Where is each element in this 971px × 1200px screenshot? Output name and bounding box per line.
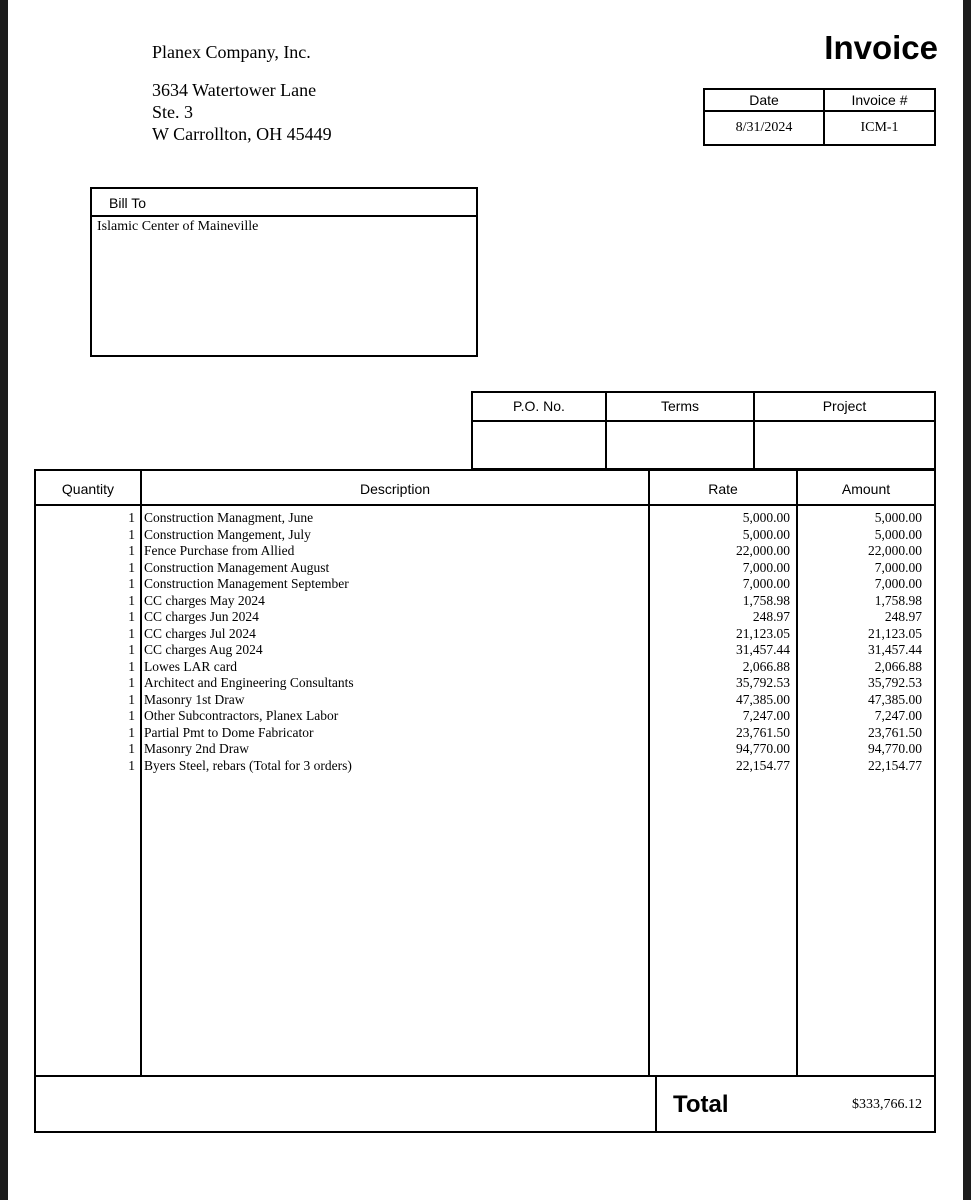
table-row xyxy=(36,642,934,659)
invoice-number-value: ICM-1 xyxy=(824,111,935,145)
item-description: CC charges Jun 2024 xyxy=(144,609,259,624)
bill-to-name: Islamic Center of Maineville xyxy=(97,219,259,234)
invoice-number-label: Invoice # xyxy=(824,89,935,111)
table-row xyxy=(36,708,934,725)
terms-label: Terms xyxy=(660,398,700,414)
item-rate: 94,770.00 xyxy=(736,741,790,756)
table-row xyxy=(36,576,934,593)
item-quantity: 1 xyxy=(128,609,135,624)
po-number-label: P.O. No. xyxy=(513,398,565,414)
item-amount: 1,758.98 xyxy=(874,592,922,608)
item-description: Byers Steel, rebars (Total for 3 orders) xyxy=(144,757,352,773)
item-rate: 5,000.00 xyxy=(742,526,790,542)
company-name: Planex Company, Inc. xyxy=(152,42,311,62)
total-label: Total xyxy=(673,1091,729,1118)
project-label: Project xyxy=(822,398,867,414)
address-line-3: W Carrollton, OH 45449 xyxy=(152,124,332,144)
item-amount: 7,000.00 xyxy=(874,559,922,575)
table-row xyxy=(36,609,934,626)
item-rate: 23,761.50 xyxy=(736,724,790,740)
item-rate: 22,154.77 xyxy=(736,757,790,773)
item-rate: 31,457.44 xyxy=(736,642,790,657)
item-amount: 248.97 xyxy=(884,609,922,624)
table-row xyxy=(36,675,934,692)
document-title: Invoice xyxy=(824,29,938,66)
item-quantity: 1 xyxy=(128,592,135,608)
item-quantity: 1 xyxy=(128,708,135,723)
description-header: Description xyxy=(359,481,431,497)
invoice-meta-table xyxy=(703,88,936,146)
item-description: Construction Mangement, July xyxy=(144,526,311,542)
item-quantity: 1 xyxy=(128,675,135,690)
item-description: Construction Management September xyxy=(144,576,349,591)
table-row xyxy=(36,510,934,527)
item-rate: 1,758.98 xyxy=(742,592,790,608)
item-amount: 35,792.53 xyxy=(868,675,922,690)
item-description: Construction Managment, June xyxy=(144,510,314,525)
item-quantity: 1 xyxy=(128,724,135,740)
table-row xyxy=(36,560,934,577)
table-row xyxy=(36,741,934,758)
total-box xyxy=(34,1075,936,1133)
item-amount: 23,761.50 xyxy=(868,724,922,740)
table-row xyxy=(36,527,934,544)
item-quantity: 1 xyxy=(128,658,135,674)
table-row xyxy=(36,543,934,560)
item-description: CC charges Aug 2024 xyxy=(144,642,263,657)
total-value: $333,766.12 xyxy=(852,1097,922,1112)
date-label: Date xyxy=(704,89,824,111)
item-description: Masonry 1st Draw xyxy=(144,691,245,707)
item-amount: 7,000.00 xyxy=(874,576,922,591)
item-description: Other Subcontractors, Planex Labor xyxy=(144,708,339,723)
item-rate: 22,000.00 xyxy=(736,543,790,558)
table-row xyxy=(36,725,934,742)
item-description: CC charges May 2024 xyxy=(144,592,265,608)
table-row xyxy=(36,692,934,709)
address-line-1: 3634 Watertower Lane xyxy=(152,80,317,100)
item-quantity: 1 xyxy=(128,625,135,641)
item-amount: 2,066.88 xyxy=(874,658,922,674)
item-rate: 7,000.00 xyxy=(742,559,790,575)
table-row xyxy=(36,659,934,676)
item-quantity: 1 xyxy=(128,757,135,773)
item-amount: 5,000.00 xyxy=(874,526,922,542)
invoice-page xyxy=(8,0,963,1200)
quantity-header: Quantity xyxy=(61,481,115,497)
date-value: 8/31/2024 xyxy=(704,111,824,145)
table-row xyxy=(36,626,934,643)
item-amount: 5,000.00 xyxy=(874,510,922,525)
item-quantity: 1 xyxy=(128,642,135,657)
item-rate: 5,000.00 xyxy=(742,510,790,525)
item-rate: 47,385.00 xyxy=(736,691,790,707)
table-row xyxy=(36,758,934,775)
item-description: Masonry 2nd Draw xyxy=(144,741,249,756)
item-quantity: 1 xyxy=(128,510,135,525)
item-rate: 2,066.88 xyxy=(742,658,790,674)
item-quantity: 1 xyxy=(128,543,135,558)
bill-to-label: Bill To xyxy=(92,189,476,217)
item-quantity: 1 xyxy=(128,559,135,575)
item-description: Construction Management August xyxy=(144,559,330,575)
item-amount: 7,247.00 xyxy=(874,708,922,723)
item-description: Fence Purchase from Allied xyxy=(144,543,295,558)
item-quantity: 1 xyxy=(128,691,135,707)
item-quantity: 1 xyxy=(128,526,135,542)
item-amount: 94,770.00 xyxy=(868,741,922,756)
item-description: Architect and Engineering Consultants xyxy=(144,675,354,690)
item-amount: 22,000.00 xyxy=(868,543,922,558)
item-rate: 21,123.05 xyxy=(736,625,790,641)
item-quantity: 1 xyxy=(128,741,135,756)
item-description: Partial Pmt to Dome Fabricator xyxy=(144,724,314,740)
rate-header: Rate xyxy=(708,481,738,497)
table-row xyxy=(36,593,934,610)
item-amount: 47,385.00 xyxy=(868,691,922,707)
item-quantity: 1 xyxy=(128,576,135,591)
item-description: Lowes LAR card xyxy=(144,658,237,674)
item-description: CC charges Jul 2024 xyxy=(144,625,256,641)
item-rate: 7,000.00 xyxy=(742,576,790,591)
bill-to-box xyxy=(90,187,478,357)
po-terms-project-box xyxy=(471,391,936,470)
company-address xyxy=(152,79,332,145)
item-amount: 22,154.77 xyxy=(868,757,922,773)
address-line-2: Ste. 3 xyxy=(152,102,194,122)
item-amount: 21,123.05 xyxy=(868,625,922,641)
item-amount: 31,457.44 xyxy=(868,642,922,657)
item-rate: 35,792.53 xyxy=(736,675,790,690)
item-rate: 248.97 xyxy=(752,609,790,624)
line-items-table xyxy=(34,469,936,1077)
item-rate: 7,247.00 xyxy=(742,708,790,723)
amount-header: Amount xyxy=(841,481,891,497)
